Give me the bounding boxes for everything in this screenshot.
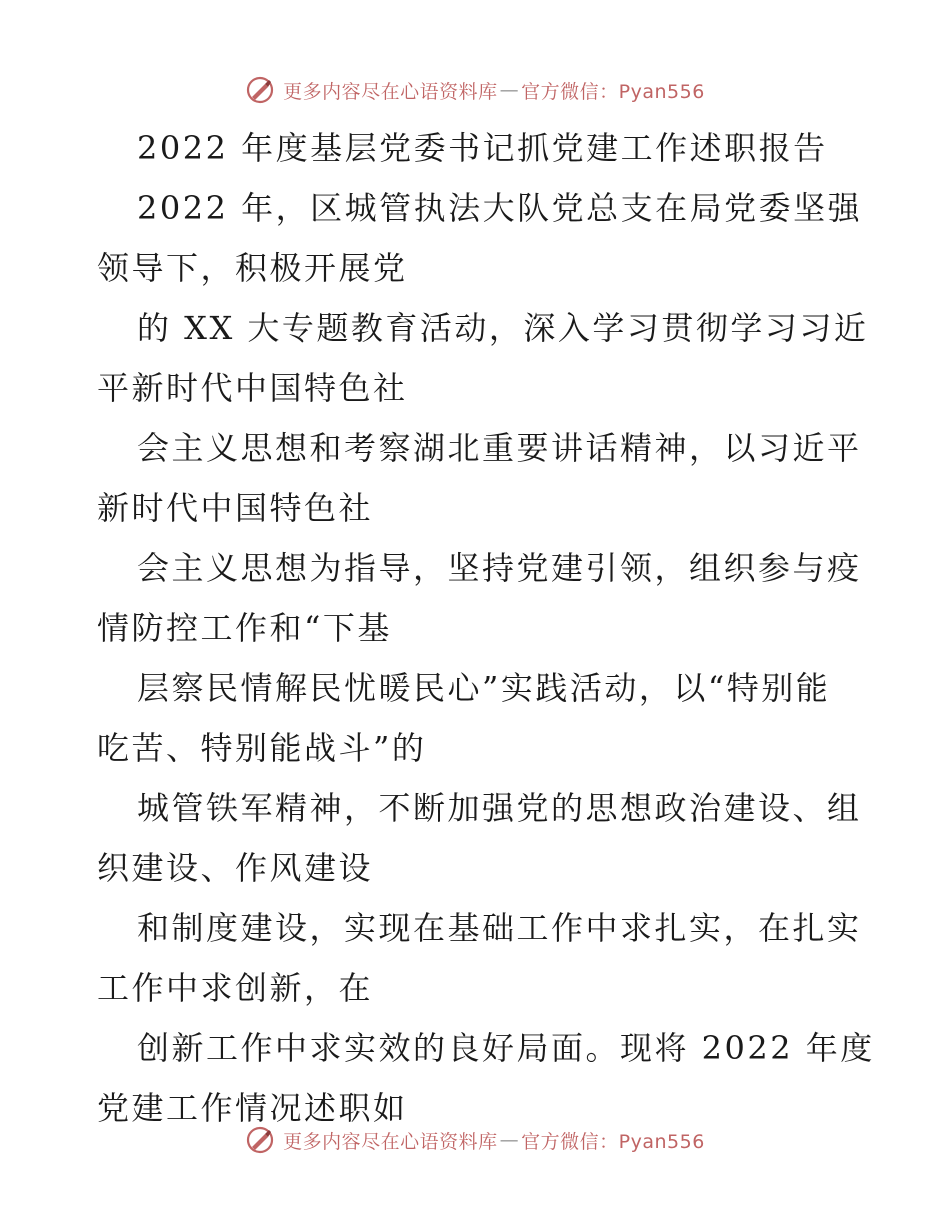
pen-logo-icon	[245, 75, 275, 105]
paragraph-line: 会主义思想为指导，坚持党建引领，组织参与疫	[137, 549, 862, 587]
paragraph-line: 和制度建设，实现在基础工作中求扎实，在扎实	[137, 909, 862, 947]
paragraph-line: 新时代中国特色社	[97, 489, 374, 527]
paragraph-line: 城管铁军精神，不断加强党的思想政治建设、组	[137, 789, 862, 827]
banner-text: 更多内容尽在心语资料库	[283, 1130, 498, 1153]
paragraph-line: 吃苦、特别能战斗”的	[97, 729, 427, 767]
paragraph-line: 情防控工作和“下基	[97, 609, 392, 647]
document-body	[97, 118, 875, 1138]
paragraph-line: 领导下，积极开展党	[97, 249, 408, 287]
header-banner	[0, 70, 950, 110]
banner-text: 更多内容尽在心语资料库	[283, 80, 498, 103]
pen-logo-icon	[245, 1125, 275, 1155]
paragraph-line: 2022 年，区城管执法大队党总支在局党委坚强	[137, 189, 863, 227]
paragraph-line: 的 XX 大专题教育活动，深入学习贯彻学习习近	[137, 309, 869, 347]
banner-contact: 官方微信：Pyan556	[521, 1130, 705, 1153]
footer-banner	[0, 1120, 950, 1160]
banner-separator: —	[499, 1129, 520, 1151]
paragraph-line: 创新工作中求实效的良好局面。现将 2022 年度	[137, 1029, 875, 1067]
paragraph-line: 工作中求创新，在	[97, 969, 374, 1007]
banner-separator: —	[499, 79, 520, 101]
banner-contact: 官方微信：Pyan556	[521, 80, 705, 103]
document-title: 2022 年度基层党委书记抓党建工作述职报告	[137, 129, 828, 167]
paragraph-line: 党建工作情况述职如	[97, 1089, 408, 1127]
paragraph-line: 层察民情解民忧暖民心”实践活动，以“特别能	[137, 669, 831, 707]
paragraph-line: 会主义思想和考察湖北重要讲话精神，以习近平	[137, 429, 862, 467]
paragraph-line: 平新时代中国特色社	[97, 369, 408, 407]
paragraph-line: 织建设、作风建设	[97, 849, 374, 887]
